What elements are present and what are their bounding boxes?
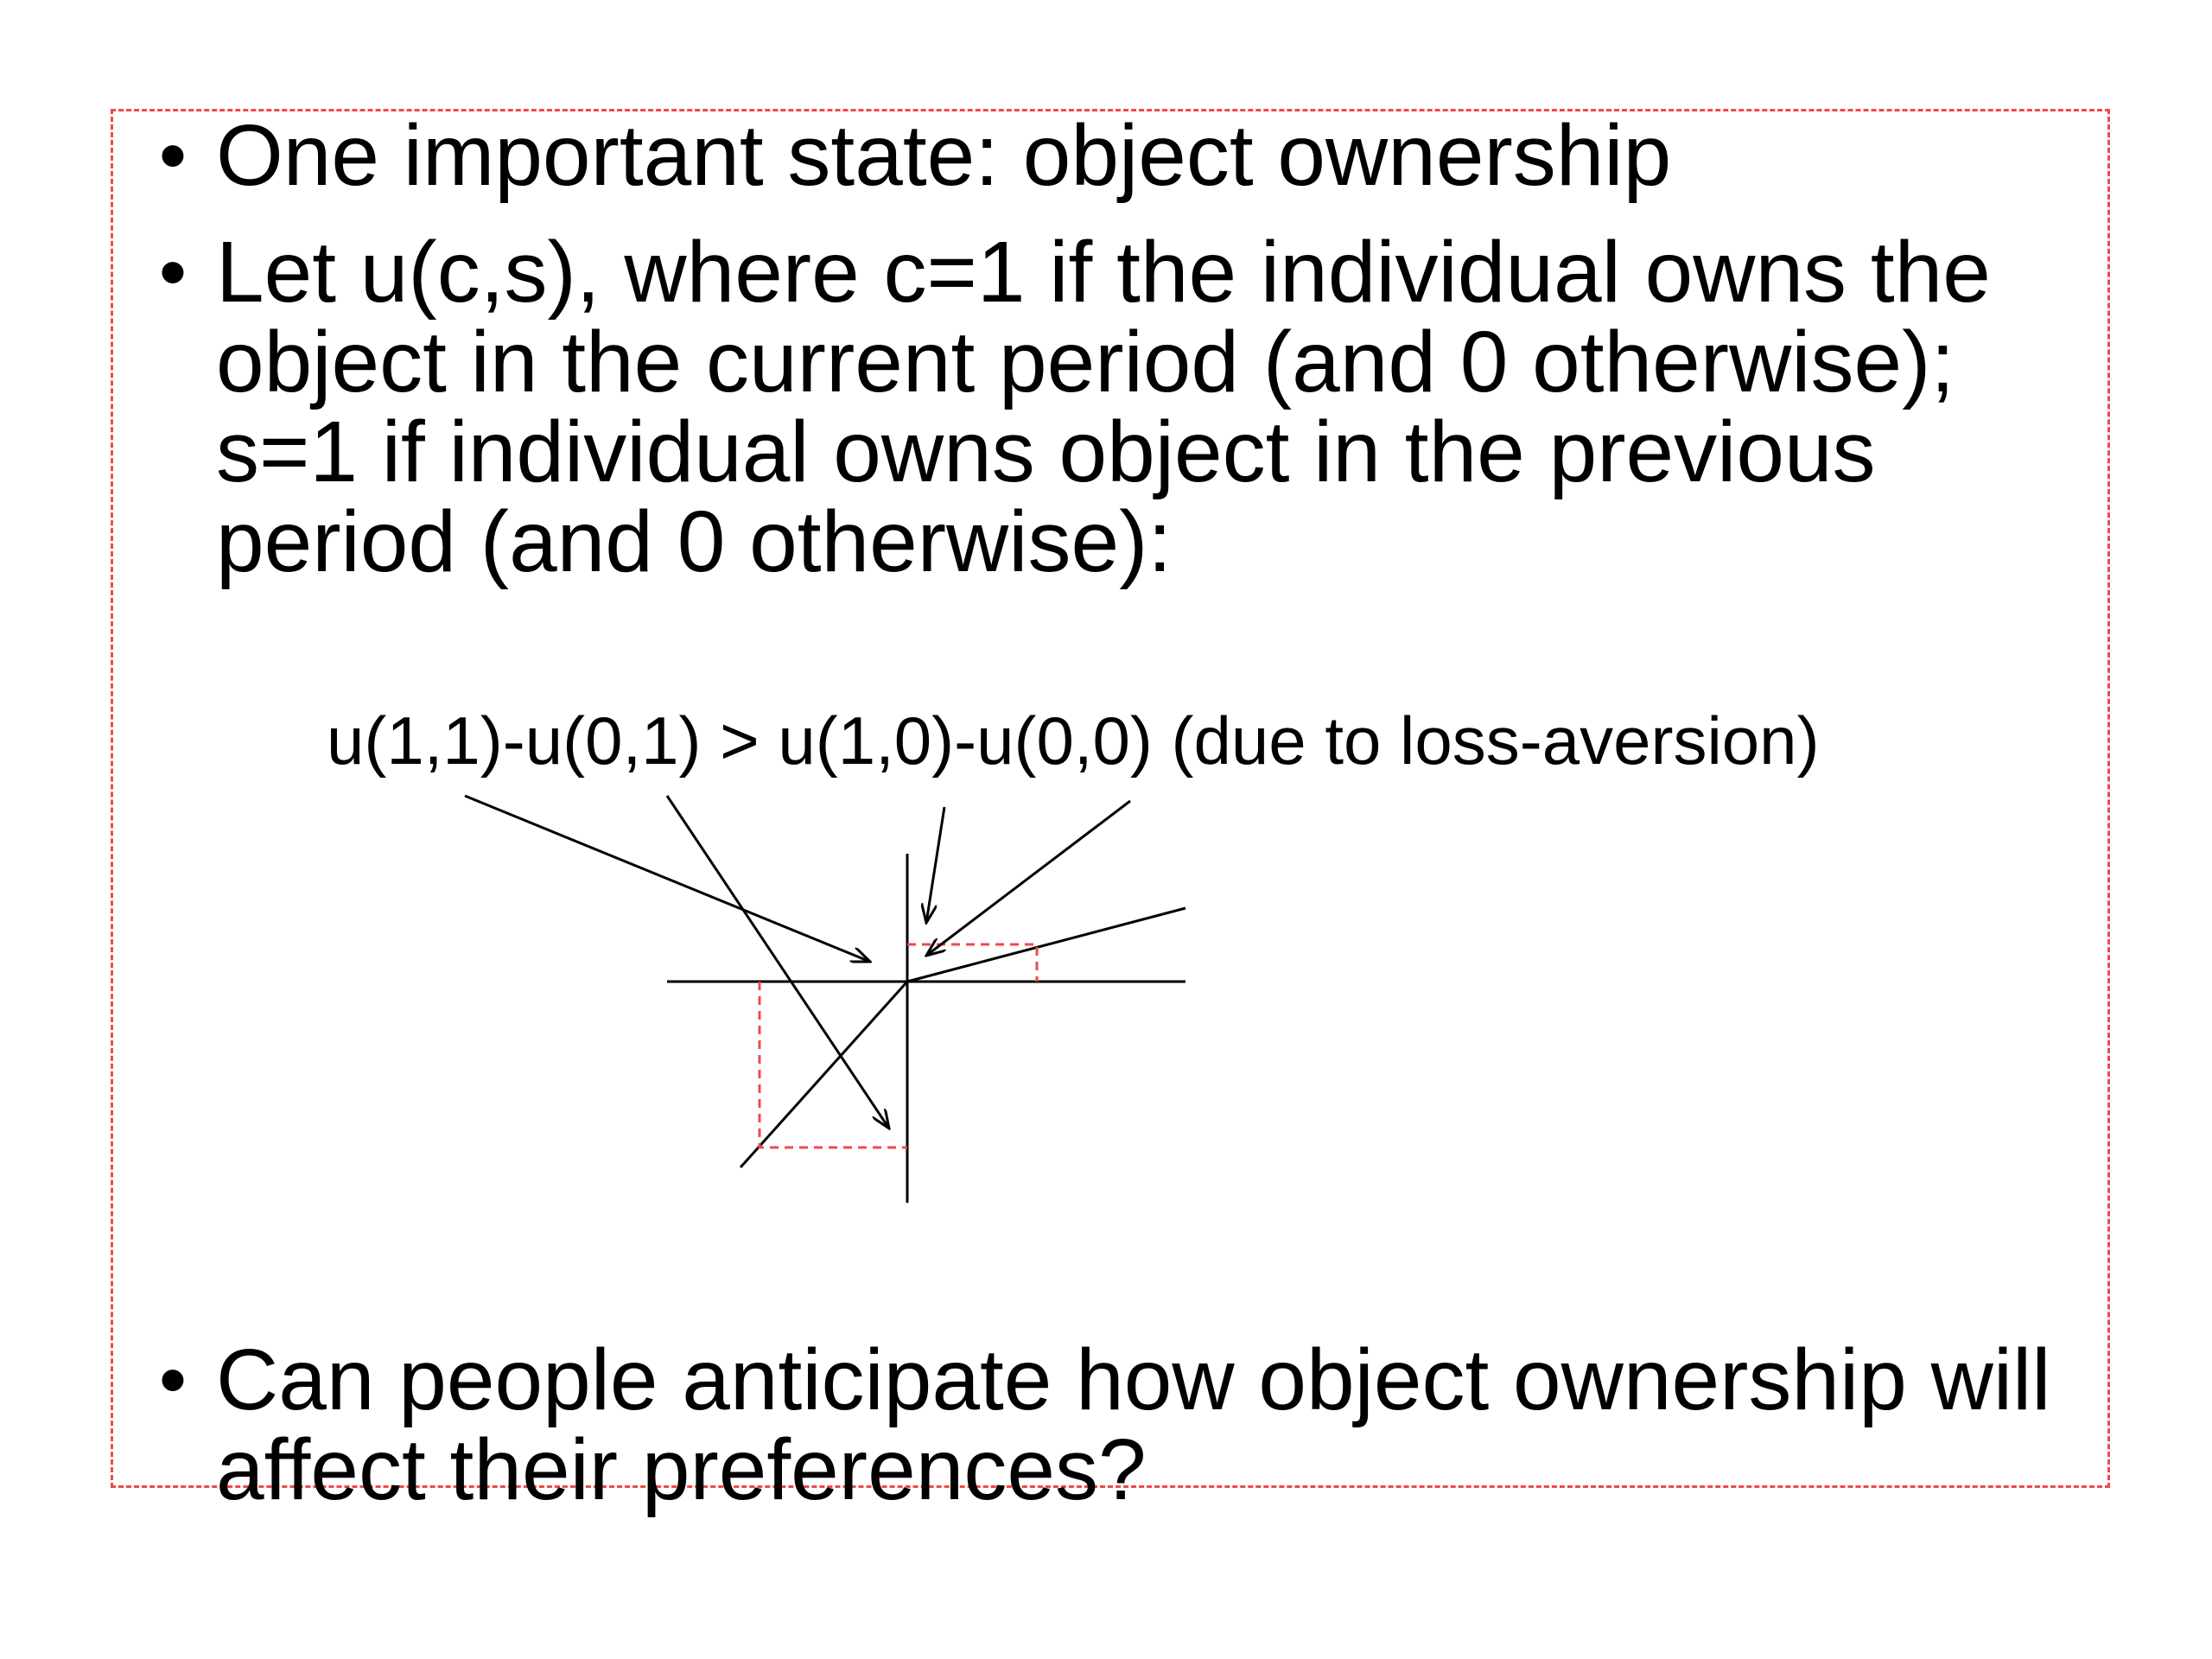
bullet-item-ownership (130, 107, 2117, 204)
bullet-text: Let u(c,s), where c=1 if the individual owns the object in the current period (and 0 otherwise); s=1 if individual owns object in the previous period (and 0 otherwise): (216, 224, 1991, 590)
bullet-text: Can people anticipate how object ownership will affect their preferences? (216, 1332, 2051, 1518)
bullet-item-anticipation-question (130, 1332, 2117, 1518)
loss-aversion-formula: u(1,1)-u(0,1) > u(1,0)-u(0,0) (due to loss-aversion) (327, 702, 1820, 779)
bullet-dot: • (158, 111, 188, 200)
bullet-item-utility-definition (130, 224, 2117, 590)
bullet-dot: • (158, 228, 188, 316)
bullet-dot: • (158, 1336, 188, 1424)
bullet-text: One important state: object ownership (216, 107, 1672, 204)
